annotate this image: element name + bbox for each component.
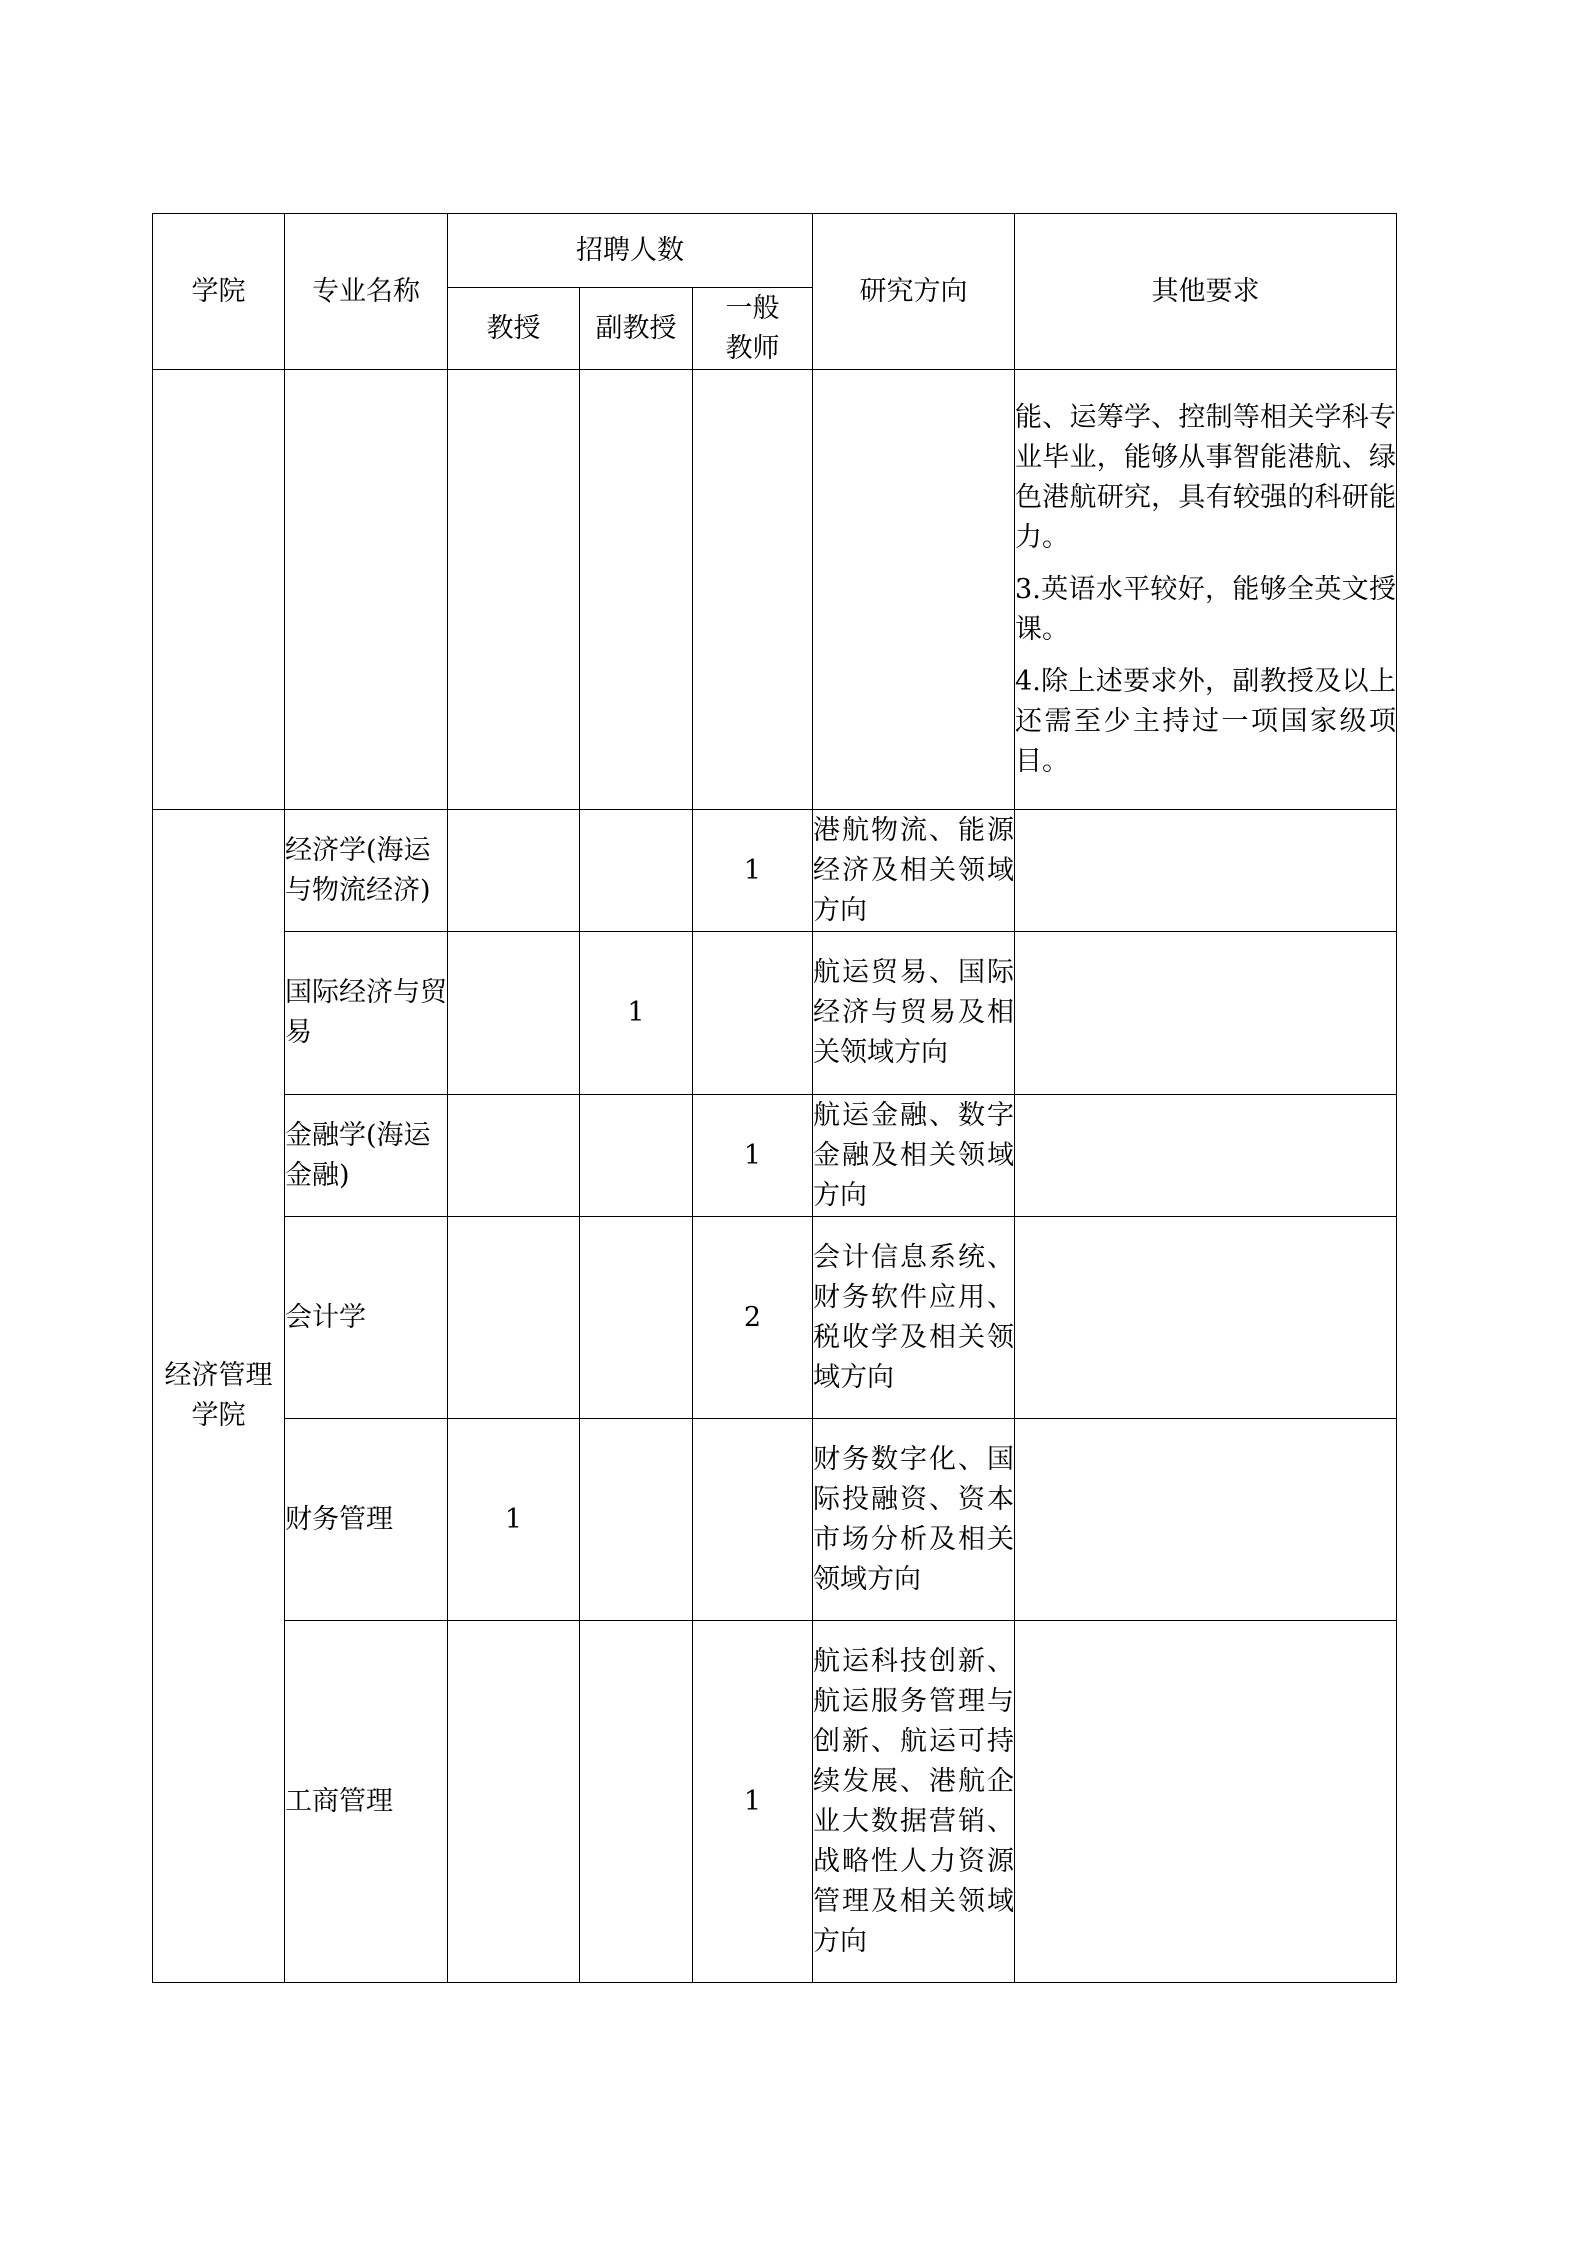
cell-general: 2	[693, 1217, 813, 1419]
cell-college	[153, 370, 285, 810]
table-row	[153, 1095, 1397, 1217]
cell-general: 1	[693, 1095, 813, 1217]
cell-requirements	[1015, 932, 1397, 1095]
cell-college-name: 经济管理学院	[153, 810, 285, 1983]
header-major: 专业名称	[285, 214, 448, 370]
cell-research: 航运科技创新、航运服务管理与创新、航运可持续发展、港航企业大数据营销、战略性人力资源管理及相关领域方向	[813, 1621, 1015, 1983]
cell-major	[285, 370, 448, 810]
cell-professor	[448, 932, 580, 1095]
requirement-text: 3.英语水平较好，能够全英文授课。	[1015, 573, 1397, 645]
table-row	[153, 1621, 1397, 1983]
cell-major: 会计学	[285, 1217, 448, 1419]
cell-research: 航运金融、数字金融及相关领域方向	[813, 1095, 1015, 1217]
table-row	[153, 932, 1397, 1095]
cell-professor: 1	[448, 1419, 580, 1621]
requirement-text: 能、运筹学、控制等相关学科专业毕业，能够从事智能港航、绿色港航研究，具有较强的科研能力。	[1015, 401, 1397, 553]
cell-major: 财务管理	[285, 1419, 448, 1621]
cell-major: 金融学(海运金融)	[285, 1095, 448, 1217]
header-research: 研究方向	[813, 214, 1015, 370]
table-row	[153, 810, 1397, 932]
cell-requirements	[1015, 370, 1397, 810]
cell-general	[693, 1419, 813, 1621]
table-row	[153, 1217, 1397, 1419]
cell-requirements	[1015, 1419, 1397, 1621]
cell-professor	[448, 370, 580, 810]
cell-associate	[580, 1095, 693, 1217]
cell-research	[813, 370, 1015, 810]
cell-associate	[580, 1621, 693, 1983]
cell-associate: 1	[580, 932, 693, 1095]
header-count: 招聘人数	[448, 214, 813, 288]
cell-associate	[580, 810, 693, 932]
header-general-teacher-line2: 教师	[725, 332, 780, 364]
cell-professor	[448, 810, 580, 932]
header-professor: 教授	[448, 288, 580, 370]
cell-major: 国际经济与贸易	[285, 932, 448, 1095]
header-general-teacher-line1: 一般	[725, 292, 780, 324]
cell-general: 1	[693, 810, 813, 932]
cell-professor	[448, 1217, 580, 1419]
cell-general	[693, 932, 813, 1095]
cell-major: 经济学(海运与物流经济)	[285, 810, 448, 932]
cell-research: 航运贸易、国际经济与贸易及相关领域方向	[813, 932, 1015, 1095]
cell-requirements	[1015, 1095, 1397, 1217]
cell-general	[693, 370, 813, 810]
cell-research: 港航物流、能源经济及相关领域方向	[813, 810, 1015, 932]
cell-professor	[448, 1621, 580, 1983]
table-row	[153, 1419, 1397, 1621]
cell-professor	[448, 1095, 580, 1217]
table-row-continuation	[153, 370, 1397, 810]
header-requirements: 其他要求	[1015, 214, 1397, 370]
cell-associate	[580, 370, 693, 810]
cell-associate	[580, 1217, 693, 1419]
cell-major: 工商管理	[285, 1621, 448, 1983]
requirement-text: 4.除上述要求外，副教授及以上还需至少主持过一项国家级项目。	[1015, 665, 1397, 777]
cell-general: 1	[693, 1621, 813, 1983]
header-college: 学院	[153, 214, 285, 370]
cell-associate	[580, 1419, 693, 1621]
header-general-teacher	[693, 288, 813, 370]
cell-requirements	[1015, 810, 1397, 932]
cell-requirements	[1015, 1621, 1397, 1983]
cell-research: 会计信息系统、财务软件应用、税收学及相关领域方向	[813, 1217, 1015, 1419]
cell-research: 财务数字化、国际投融资、资本市场分析及相关领域方向	[813, 1419, 1015, 1621]
cell-requirements	[1015, 1217, 1397, 1419]
recruitment-table	[152, 213, 1397, 1983]
header-associate-professor: 副教授	[580, 288, 693, 370]
